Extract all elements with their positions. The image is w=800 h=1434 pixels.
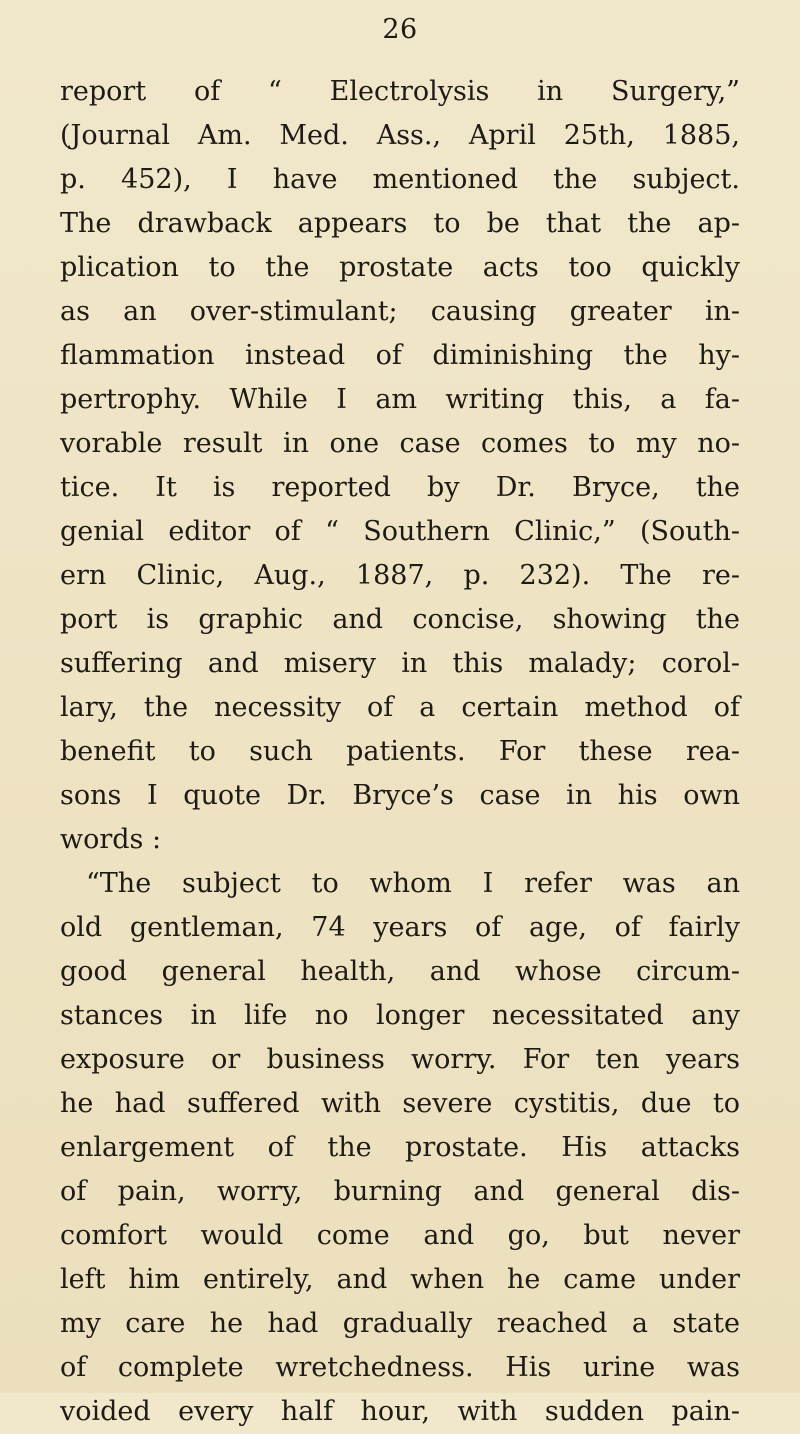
text-line: exposure or business worry. For ten years [60, 1044, 740, 1075]
text-line: tice. It is reported by Dr. Bryce, the [60, 472, 740, 503]
text-line: of pain, worry, burning and general dis- [60, 1176, 740, 1207]
text-line: of complete wretchedness. His urine was [60, 1352, 740, 1383]
text-line: comfort would come and go, but never [60, 1220, 740, 1251]
text-line: p. 452), I have mentioned the subject. [60, 164, 740, 195]
text-line: he had suffered with severe cystitis, due to [60, 1088, 740, 1119]
text-line: (Journal Am. Med. Ass., April 25th, 1885, [60, 120, 740, 151]
text-line: stances in life no longer necessitated any [60, 1000, 740, 1031]
text-line: my care he had gradually reached a state [60, 1308, 740, 1339]
text-line: flammation instead of diminishing the hy- [60, 340, 740, 371]
text-line: genial editor of “ Southern Clinic,” (South- [60, 516, 740, 547]
text-line: enlargement of the prostate. His attacks [60, 1132, 740, 1163]
text-line: The drawback appears to be that the ap- [60, 208, 740, 239]
text-line: good general health, and whose circum- [60, 956, 740, 987]
body-text [60, 70, 740, 1434]
text-line: voided every half hour, with sudden pain- [60, 1396, 740, 1427]
text-line: ern Clinic, Aug., 1887, p. 232). The re- [60, 560, 740, 591]
text-line: vorable result in one case comes to my no- [60, 428, 740, 459]
text-line: as an over-stimulant; causing greater in- [60, 296, 740, 327]
text-line: left him entirely, and when he came under [60, 1264, 740, 1295]
text-line: sons I quote Dr. Bryce’s case in his own [60, 780, 740, 811]
text-line: plication to the prostate acts too quickly [60, 252, 740, 283]
text-line: port is graphic and concise, showing the [60, 604, 740, 635]
page-number: 26 [382, 14, 418, 45]
text-line: lary, the necessity of a certain method of [60, 692, 740, 723]
text-line: pertrophy. While I am writing this, a fa- [60, 384, 740, 415]
text-line: suffering and misery in this malady; corol- [60, 648, 740, 679]
text-line: report of “ Electrolysis in Surgery,” [60, 76, 740, 107]
text-line: words : [60, 824, 162, 855]
text-line: old gentleman, 74 years of age, of fairly [60, 912, 740, 943]
text-line: benefit to such patients. For these rea- [60, 736, 740, 767]
text-line: “The subject to whom I refer was an [86, 868, 740, 899]
